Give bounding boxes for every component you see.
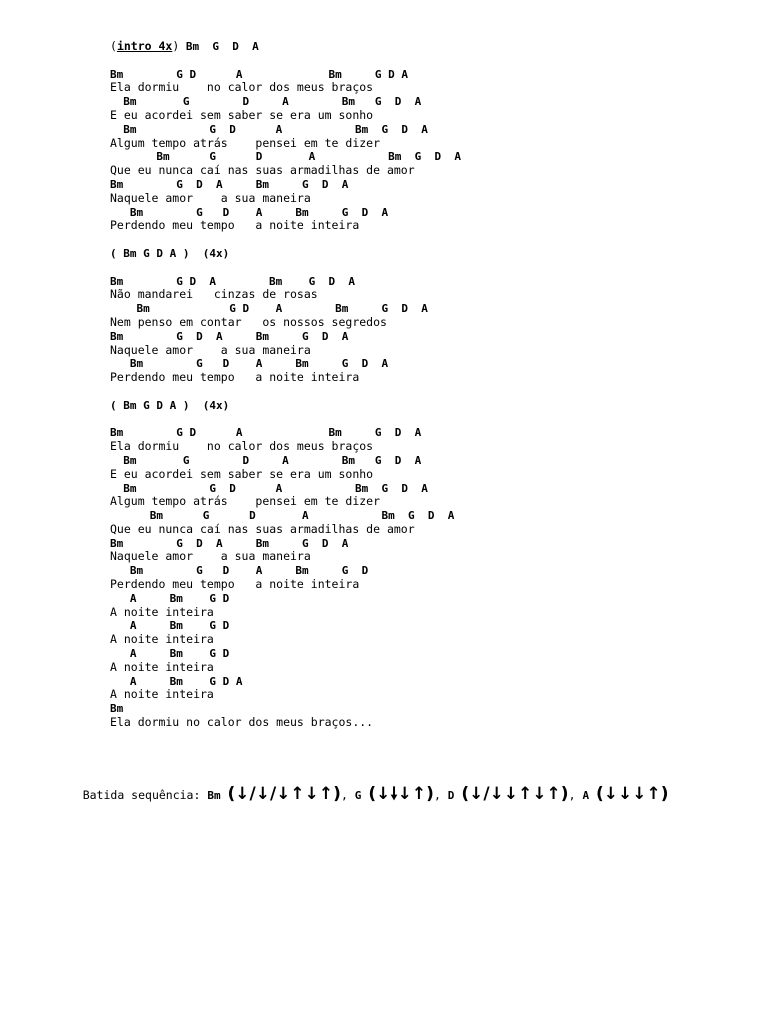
strum-chord-name: G [354, 789, 362, 802]
intro-label: intro 4x [116, 40, 173, 53]
song-lines [110, 54, 750, 730]
chord-line: Bm G D A Bm G D A [110, 95, 422, 109]
chord-row [110, 95, 750, 109]
lyric-line: Naquele amor a sua maneira [110, 191, 311, 205]
chord-line: A Bm G D [110, 647, 230, 661]
strum-arrow-pattern: (↓🠗↓↑) [368, 784, 434, 804]
chord-line: Bm G D A Bm G D A [110, 150, 461, 164]
lyric-row [110, 523, 750, 537]
chord-line: Bm G D A Bm G D A [110, 357, 389, 371]
lyric-row [110, 688, 750, 702]
lyric-row [110, 219, 750, 233]
lyric-row [110, 81, 750, 95]
chord-line: Bm G D A Bm G D A [110, 481, 428, 495]
lyric-row [110, 495, 750, 509]
chord-line: Bm G D A Bm G D A [110, 122, 428, 136]
strum-arrow-pattern: (↓/↓↓↑↓↑) [461, 784, 569, 804]
chord-row [110, 564, 750, 578]
intro-chords: Bm G D A [179, 40, 259, 53]
strum-separator: , [433, 788, 448, 802]
lyric-row [110, 371, 750, 385]
lyric-row [110, 109, 750, 123]
lyric-line: Nem penso em contar os nossos segredos [110, 315, 387, 329]
lyric-row [110, 288, 750, 302]
blank-line [110, 261, 750, 275]
lyric-row [110, 716, 750, 730]
chord-row [110, 302, 750, 316]
lyric-row [110, 578, 750, 592]
chord-line: Bm G D A Bm G D A [110, 67, 409, 81]
chord-row [110, 509, 750, 523]
blank-line [110, 385, 750, 399]
lyric-line: Perdendo meu tempo a noite inteira [110, 371, 360, 385]
chord-row [110, 619, 750, 633]
lyric-line: Ela dormiu no calor dos meus braços [110, 440, 374, 454]
strumming-label: Batida sequência: [82, 788, 208, 802]
lyric-row [110, 440, 750, 454]
chord-row [110, 357, 750, 371]
lyric-row [110, 606, 750, 620]
strum-arrow-pattern: (↓/↓/↓↑↓↑) [227, 784, 341, 804]
chord-line: Bm G D A Bm G D A [110, 205, 389, 219]
chord-row [110, 123, 750, 137]
lyric-line: A noite inteira [110, 605, 214, 619]
chord-row [110, 178, 750, 192]
intro-close-paren: ) [172, 40, 180, 53]
lyric-line: Ela dormiu no calor dos meus braços [110, 81, 374, 95]
blank-line [110, 413, 750, 427]
lyric-line: Não mandarei cinzas de rosas [110, 288, 318, 302]
chord-row [110, 482, 750, 496]
chord-row [110, 454, 750, 468]
lyric-row [110, 316, 750, 330]
lyric-row [110, 344, 750, 358]
lyric-row [110, 661, 750, 675]
lyric-line: Naquele amor a sua maneira [110, 343, 311, 357]
lyric-line: A noite inteira [110, 633, 214, 647]
chord-row [110, 675, 750, 689]
chord-row [110, 399, 750, 413]
lyric-line: Algum tempo atrás pensei em te dizer [110, 136, 381, 150]
chord-line: Bm G D A Bm G D A [110, 426, 422, 440]
lyric-line: E eu acordei sem saber se era um sonho [110, 108, 374, 122]
strum-space [589, 788, 596, 802]
lyric-row [110, 468, 750, 482]
lyric-row [110, 550, 750, 564]
lyric-line: Naquele amor a sua maneira [110, 550, 311, 564]
lyric-row [110, 192, 750, 206]
chord-row [110, 247, 750, 261]
lyric-line: Algum tempo atrás pensei em te dizer [110, 495, 381, 509]
chord-row [110, 206, 750, 220]
lyric-line: Que eu nunca caí nas suas armadilhas de amor [110, 522, 415, 536]
chord-line: Bm G D A Bm G D [110, 564, 369, 578]
chord-line: Bm G D A Bm G D A [110, 509, 455, 523]
chord-row [110, 330, 750, 344]
chord-row [110, 537, 750, 551]
chord-line: Bm G D A Bm G D A [110, 274, 356, 288]
lyric-line: A noite inteira [110, 660, 214, 674]
lyric-row [110, 137, 750, 151]
strum-space [221, 788, 228, 802]
chord-row [110, 426, 750, 440]
strum-arrow-pattern: (↓↓↓↑) [596, 784, 669, 804]
blank-line [110, 54, 750, 68]
chord-line: Bm [110, 702, 124, 716]
song-body [110, 40, 750, 730]
chord-row [110, 68, 750, 82]
lyric-row [110, 633, 750, 647]
chord-line: ( Bm G D A ) (4x) [110, 246, 230, 260]
chord-line: A Bm G D [110, 619, 230, 633]
lyric-line: E eu acordei sem saber se era um sonho [110, 467, 374, 481]
lyric-row [110, 164, 750, 178]
lyric-line: A noite inteira [110, 688, 214, 702]
chord-line: ( Bm G D A ) (4x) [110, 398, 230, 412]
strum-chord-name: D [447, 789, 455, 802]
chord-row [110, 702, 750, 716]
chord-line: Bm G D A Bm G D A [110, 536, 349, 550]
chord-row [110, 275, 750, 289]
strumming-items [207, 784, 669, 804]
chord-row [110, 150, 750, 164]
chord-line: Bm G D A Bm G D A [110, 329, 349, 343]
strum-chord-name: A [582, 789, 590, 802]
lyric-line: Perdendo meu tempo a noite inteira [110, 578, 360, 592]
strum-chord-name: Bm [207, 789, 221, 802]
chord-line: A Bm G D [110, 591, 230, 605]
lyric-line: Ela dormiu no calor dos meus braços... [110, 716, 374, 730]
chord-row [110, 592, 750, 606]
lyric-line: Que eu nunca caí nas suas armadilhas de amor [110, 164, 415, 178]
chord-line: Bm G D A Bm G D A [110, 302, 428, 316]
blank-line [110, 233, 750, 247]
strum-separator: , [340, 788, 355, 802]
chord-row [110, 647, 750, 661]
strumming-pattern [55, 764, 669, 826]
chord-line: A Bm G D A [110, 674, 243, 688]
lyric-line: Perdendo meu tempo a noite inteira [110, 219, 360, 233]
chord-line: Bm G D A Bm G D A [110, 453, 422, 467]
intro-open-paren: ( [110, 40, 117, 53]
chord-line: Bm G D A Bm G D A [110, 177, 349, 191]
strum-separator: , [568, 788, 583, 802]
intro-line [110, 40, 750, 54]
